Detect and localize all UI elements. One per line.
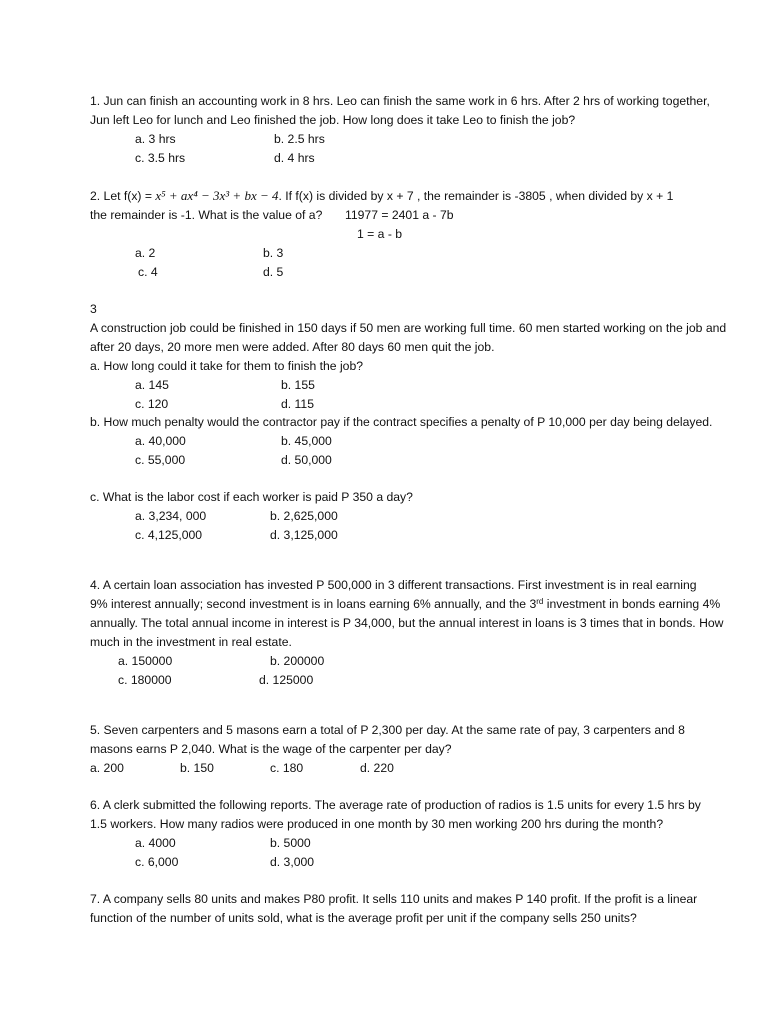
q6-line-2: 1.5 workers. How many radios were produced in one month by 30 men working 200 hrs during the month?	[90, 817, 664, 831]
q5-line-2: masons earns P 2,040. What is the wage of the carpenter per day?	[90, 742, 452, 756]
q4-line-4: much in the investment in real estate.	[90, 635, 292, 649]
q3a-option-b: b. 155	[281, 378, 315, 392]
q1-option-c: c. 3.5 hrs	[135, 151, 186, 165]
q3b-option-a: a. 40,000	[135, 434, 186, 448]
q5-option-b: b. 150	[180, 761, 214, 775]
q3-number: 3	[90, 302, 97, 316]
q3b-option-d: d. 50,000	[281, 453, 332, 467]
q7-line-1: 7. A company sells 80 units and makes P80 profit. It sells 110 units and makes P 140 profit. If the profit is a linear	[90, 892, 698, 906]
q6-option-c: c. 6,000	[135, 855, 179, 869]
q2-option-c: c. 4	[138, 265, 158, 279]
q4-line-2a: 9% interest annually; second investment is in loans earning 6% annually, and the 3	[90, 597, 537, 611]
q2-option-d: d. 5	[263, 265, 284, 279]
q4-option-d: d. 125000	[259, 673, 314, 687]
q1-option-d: d. 4 hrs	[274, 151, 315, 165]
q3b-option-b: b. 45,000	[281, 434, 332, 448]
q3-part-c: c. What is the labor cost if each worker is paid P 350 a day?	[90, 490, 413, 504]
q3a-option-a: a. 145	[135, 378, 169, 392]
q6-option-d: d. 3,000	[270, 855, 315, 869]
q2-work-1: 11977 = 2401 a - 7b	[345, 208, 454, 222]
q3c-option-b: b. 2,625,000	[270, 509, 338, 523]
q2-line-1-rest: . If f(x) is divided by x + 7 , the remainder is -3805 , when divided by x + 1	[278, 189, 674, 203]
q3-line-2: after 20 days, 20 more men were added. After 80 days 60 men quit the job.	[90, 340, 495, 354]
q1-line-2: Jun left Leo for lunch and Leo finished the job. How long does it take Leo to finish the job?	[90, 113, 576, 127]
q6-line-1: 6. A clerk submitted the following reports. The average rate of production of radios is 1.5 units for every 1.5 hrs by	[90, 798, 701, 812]
q2-line-2: the remainder is -1. What is the value of a?	[90, 208, 323, 222]
q5-option-a: a. 200	[90, 761, 124, 775]
q4-option-a: a. 150000	[118, 654, 173, 668]
q2-line-1	[90, 187, 673, 206]
q6-option-b: b. 5000	[270, 836, 311, 850]
q3a-option-d: d. 115	[281, 397, 314, 411]
q4-option-b: b. 200000	[270, 654, 325, 668]
q3b-option-c: c. 55,000	[135, 453, 186, 467]
q4-line-2b: investment in bonds earning 4%	[543, 597, 721, 611]
q3c-option-a: a. 3,234, 000	[135, 509, 207, 523]
q4-line-3: annually. The total annual income in interest is P 34,000, but the annual interest in loans is 3 times that in bonds. How	[90, 616, 724, 630]
q3a-option-c: c. 120	[135, 397, 169, 411]
q3c-option-d: d. 3,125,000	[270, 528, 338, 542]
q1-line-1: 1. Jun can finish an accounting work in 8 hrs. Leo can finish the same work in 6 hrs. After 2 hrs of working together,	[90, 94, 710, 108]
q4-line-1: 4. A certain loan association has invested P 500,000 in 3 different transactions. First investment is in real earning	[90, 578, 697, 592]
q3-line-1: A construction job could be finished in 150 days if 50 men are working full time. 60 men started working on the job and	[90, 321, 727, 335]
q5-line-1: 5. Seven carpenters and 5 masons earn a total of P 2,300 per day. At the same rate of pay, 3 carpenters and 8	[90, 723, 685, 737]
q4-option-c: c. 180000	[118, 673, 172, 687]
q2-polynomial: x⁵ + ax⁴ − 3x³ + bx − 4	[155, 188, 279, 203]
q3-part-a: a. How long could it take for them to finish the job?	[90, 359, 364, 373]
q4-line-2	[90, 595, 720, 614]
q5-option-d: d. 220	[360, 761, 394, 775]
q1-option-b: b. 2.5 hrs	[274, 132, 325, 146]
q2-work-2: 1 = a - b	[357, 227, 403, 241]
q3c-option-c: c. 4,125,000	[135, 528, 203, 542]
q4-ordinal-suffix: rd	[536, 597, 544, 606]
q2-lead: 2. Let f(x) =	[90, 189, 156, 203]
q7-line-2: function of the number of units sold, what is the average profit per unit if the company sells 250 units?	[90, 911, 637, 925]
q2-option-a: a. 2	[135, 246, 156, 260]
q6-option-a: a. 4000	[135, 836, 176, 850]
q5-option-c: c. 180	[270, 761, 304, 775]
q1-option-a: a. 3 hrs	[135, 132, 176, 146]
q2-option-b: b. 3	[263, 246, 284, 260]
q3-part-b: b. How much penalty would the contractor pay if the contract specifies a penalty of P 10,000 per day being delayed.	[90, 415, 713, 429]
